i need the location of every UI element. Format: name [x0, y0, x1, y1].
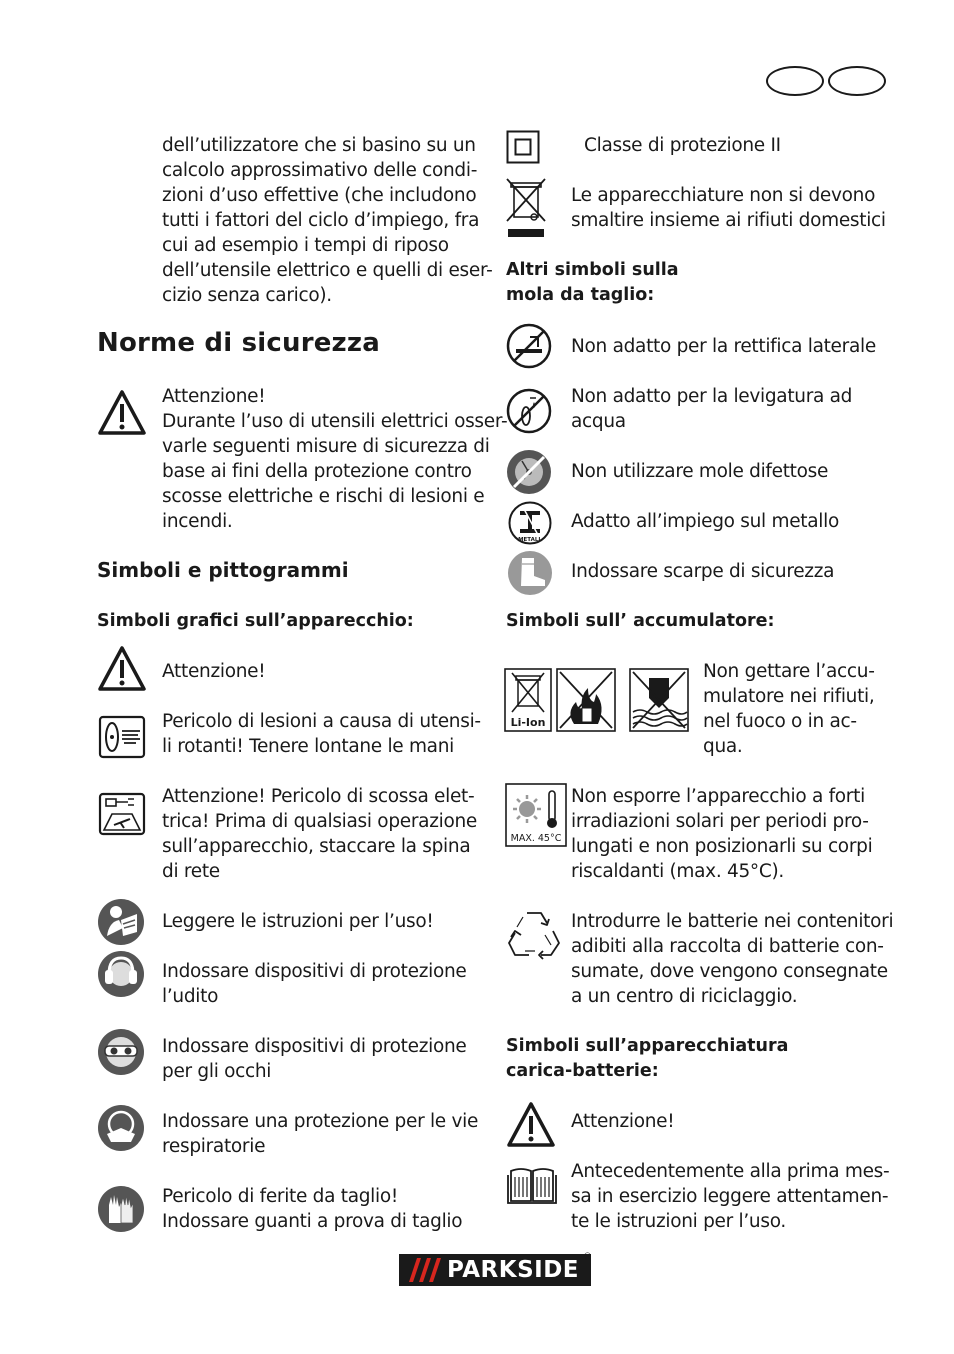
- item-line: Non gettare l’accu-: [703, 661, 875, 682]
- device-item-text: [162, 784, 477, 884]
- intro-line: dell’utensile elettrico e quelli di eser-: [162, 260, 493, 281]
- charger-heading: [506, 1034, 788, 1084]
- warning-line: base ai fini della protezione contro: [162, 461, 472, 482]
- li-ion-label: Li-Ion: [510, 716, 546, 729]
- item-line: Indossare guanti a prova di taglio: [162, 1211, 463, 1232]
- battery-disposal-text: [703, 659, 875, 759]
- warning-triangle-icon: [506, 1101, 556, 1149]
- cutting-item-text: [571, 384, 852, 434]
- cutting-item-text: [571, 509, 839, 534]
- battery-heat-text: [571, 784, 872, 884]
- cutting-item-text: [571, 459, 828, 484]
- item-line: nel fuoco o in ac-: [703, 711, 857, 732]
- item-line: adibiti alla raccolta di batterie con-: [571, 936, 884, 957]
- item-line: riscaldanti (max. 45°C).: [571, 861, 785, 882]
- cutting-item-text: [571, 559, 834, 584]
- item-line: smaltire insieme ai rifiuti domestici: [571, 210, 886, 231]
- device-item-text: [162, 659, 265, 684]
- heading-line: carica-batterie:: [506, 1061, 659, 1081]
- item-line: Attenzione!: [571, 1111, 675, 1132]
- item-line: Classe di protezione II: [584, 135, 781, 156]
- safety-warning-text: [162, 384, 507, 534]
- open-book-icon: [507, 1165, 557, 1205]
- protection-class-ii-icon: [506, 130, 540, 164]
- weee-bin-icon: [505, 177, 547, 239]
- item-line: Non utilizzare mole difettose: [571, 461, 829, 482]
- intro-line: calcolo approssimativo delle condi-: [162, 160, 478, 181]
- device-item-text: [162, 1034, 466, 1084]
- heading-line: mola da taglio:: [506, 285, 655, 305]
- item-line: lungati e non posizionarli su corpi: [571, 836, 873, 857]
- intro-line: zioni d’uso effettive (che includono: [162, 185, 477, 206]
- cutting-item-text: [571, 334, 876, 359]
- metal-icon-label: METALL: [518, 537, 542, 543]
- item-line: Non adatto per la levigatura ad: [571, 386, 853, 407]
- item-line: l’udito: [162, 986, 219, 1007]
- item-line: Leggere le istruzioni per l’uso!: [162, 911, 434, 932]
- heading-line: Simboli sull’apparecchiatura: [506, 1036, 789, 1056]
- device-item-text: [162, 709, 481, 759]
- recycling-icon: [505, 905, 563, 963]
- battery-bin-icon: [504, 668, 552, 732]
- heat-sun-icon: [505, 783, 567, 847]
- no-side-grinding-icon: [506, 323, 552, 369]
- item-line: Indossare dispositivi di protezione: [162, 1036, 467, 1057]
- device-item-text: [162, 959, 466, 1009]
- language-badge-left: [766, 66, 824, 96]
- brand-name: PARKSIDE: [447, 1257, 580, 1283]
- device-item-text: [162, 1184, 462, 1234]
- right-item-text: [571, 183, 886, 233]
- item-line: di rete: [162, 861, 220, 882]
- cutting-disc-heading: [506, 258, 679, 308]
- item-line: a un centro di riciclaggio.: [571, 986, 798, 1007]
- warning-line: scosse elettriche e rischi di lesioni e: [162, 486, 485, 507]
- charger-item-text: [571, 1109, 674, 1134]
- respiratory-protection-icon: [97, 1104, 145, 1152]
- item-line: sumate, dove vengono consegnate: [571, 961, 888, 982]
- warning-line: incendi.: [162, 511, 233, 532]
- item-line: te le istruzioni per l’uso.: [571, 1211, 786, 1232]
- item-line: acqua: [571, 411, 626, 432]
- warning-line: Durante l’uso di utensili elettrici osser-: [162, 411, 508, 432]
- item-line: Attenzione! Pericolo di scossa elet-: [162, 786, 475, 807]
- metal-use-icon: [508, 501, 552, 545]
- item-line: Attenzione!: [162, 661, 266, 682]
- ear-protection-icon: [97, 950, 145, 998]
- item-line: li rotanti! Tenere lontane le mani: [162, 736, 454, 757]
- heading-line: Altri simboli sulla: [506, 260, 679, 280]
- eye-protection-icon: [97, 1028, 145, 1076]
- section-title-symbols: Simboli e pittogrammi: [97, 558, 349, 582]
- item-line: sa in esercizio leggere attentamen-: [571, 1186, 889, 1207]
- item-line: irradiazioni solari per periodi pro-: [571, 811, 869, 832]
- intro-line: tutti i fattori del ciclo d’impiego, fra: [162, 210, 480, 231]
- gloves-icon: [97, 1185, 145, 1233]
- device-item-text: [162, 909, 434, 934]
- battery-recycle-text: [571, 909, 893, 1009]
- item-line: per gli occhi: [162, 1061, 272, 1082]
- intro-line: cui ad esempio i tempi di riposo: [162, 235, 449, 256]
- item-line: respiratorie: [162, 1136, 266, 1157]
- no-water-icon: [629, 668, 689, 732]
- item-line: Antecedentemente alla prima mes-: [571, 1161, 890, 1182]
- item-line: Indossare scarpe di sicurezza: [571, 561, 835, 582]
- intro-paragraph: [162, 133, 492, 308]
- section-title-safety: Norme di sicurezza: [97, 328, 380, 358]
- no-wet-grinding-icon: [506, 388, 552, 434]
- right-item-text: [584, 133, 781, 158]
- warning-line: Attenzione!: [162, 386, 266, 407]
- item-line: Pericolo di lesioni a causa di utensi-: [162, 711, 481, 732]
- warning-line: varle seguenti misure di sicurezza di: [162, 436, 490, 457]
- intro-line: cizio senza carico).: [162, 285, 332, 306]
- language-badge-right: [828, 66, 886, 96]
- no-defective-disc-icon: [506, 449, 552, 495]
- battery-heading: Simboli sull’ accumulatore:: [506, 611, 775, 631]
- item-line: qua.: [703, 736, 743, 757]
- warning-triangle-icon: [97, 389, 147, 437]
- no-fire-icon: [556, 668, 616, 732]
- device-symbols-heading: Simboli grafici sull’apparecchio:: [97, 611, 414, 631]
- safety-shoes-icon: [507, 550, 553, 596]
- unplug-icon: [98, 792, 146, 836]
- device-item-text: [162, 1109, 478, 1159]
- intro-line: dell’utilizzatore che si basino su un: [162, 135, 476, 156]
- parkside-logo: [399, 1254, 591, 1286]
- item-line: mulatore nei rifiuti,: [703, 686, 875, 707]
- rotating-blade-icon: [98, 715, 146, 759]
- item-line: Le apparecchiature non si devono: [571, 185, 876, 206]
- item-line: Indossare dispositivi di protezione: [162, 961, 467, 982]
- item-line: Introdurre le batterie nei contenitori: [571, 911, 894, 932]
- read-manual-icon: [97, 898, 145, 946]
- item-line: Pericolo di ferite da taglio!: [162, 1186, 398, 1207]
- item-line: Indossare una protezione per le vie: [162, 1111, 479, 1132]
- registered-mark: ®: [583, 1252, 592, 1262]
- item-line: trica! Prima di qualsiasi operazione: [162, 811, 477, 832]
- item-line: Adatto all’impiego sul metallo: [571, 511, 839, 532]
- item-line: sull’apparecchio, staccare la spina: [162, 836, 471, 857]
- max-temp-label: MAX. 45°C: [510, 833, 562, 844]
- charger-item-text: [571, 1159, 889, 1234]
- warning-triangle-icon: [97, 645, 147, 693]
- item-line: Non esporre l’apparecchio a forti: [571, 786, 865, 807]
- item-line: Non adatto per la rettifica laterale: [571, 336, 876, 357]
